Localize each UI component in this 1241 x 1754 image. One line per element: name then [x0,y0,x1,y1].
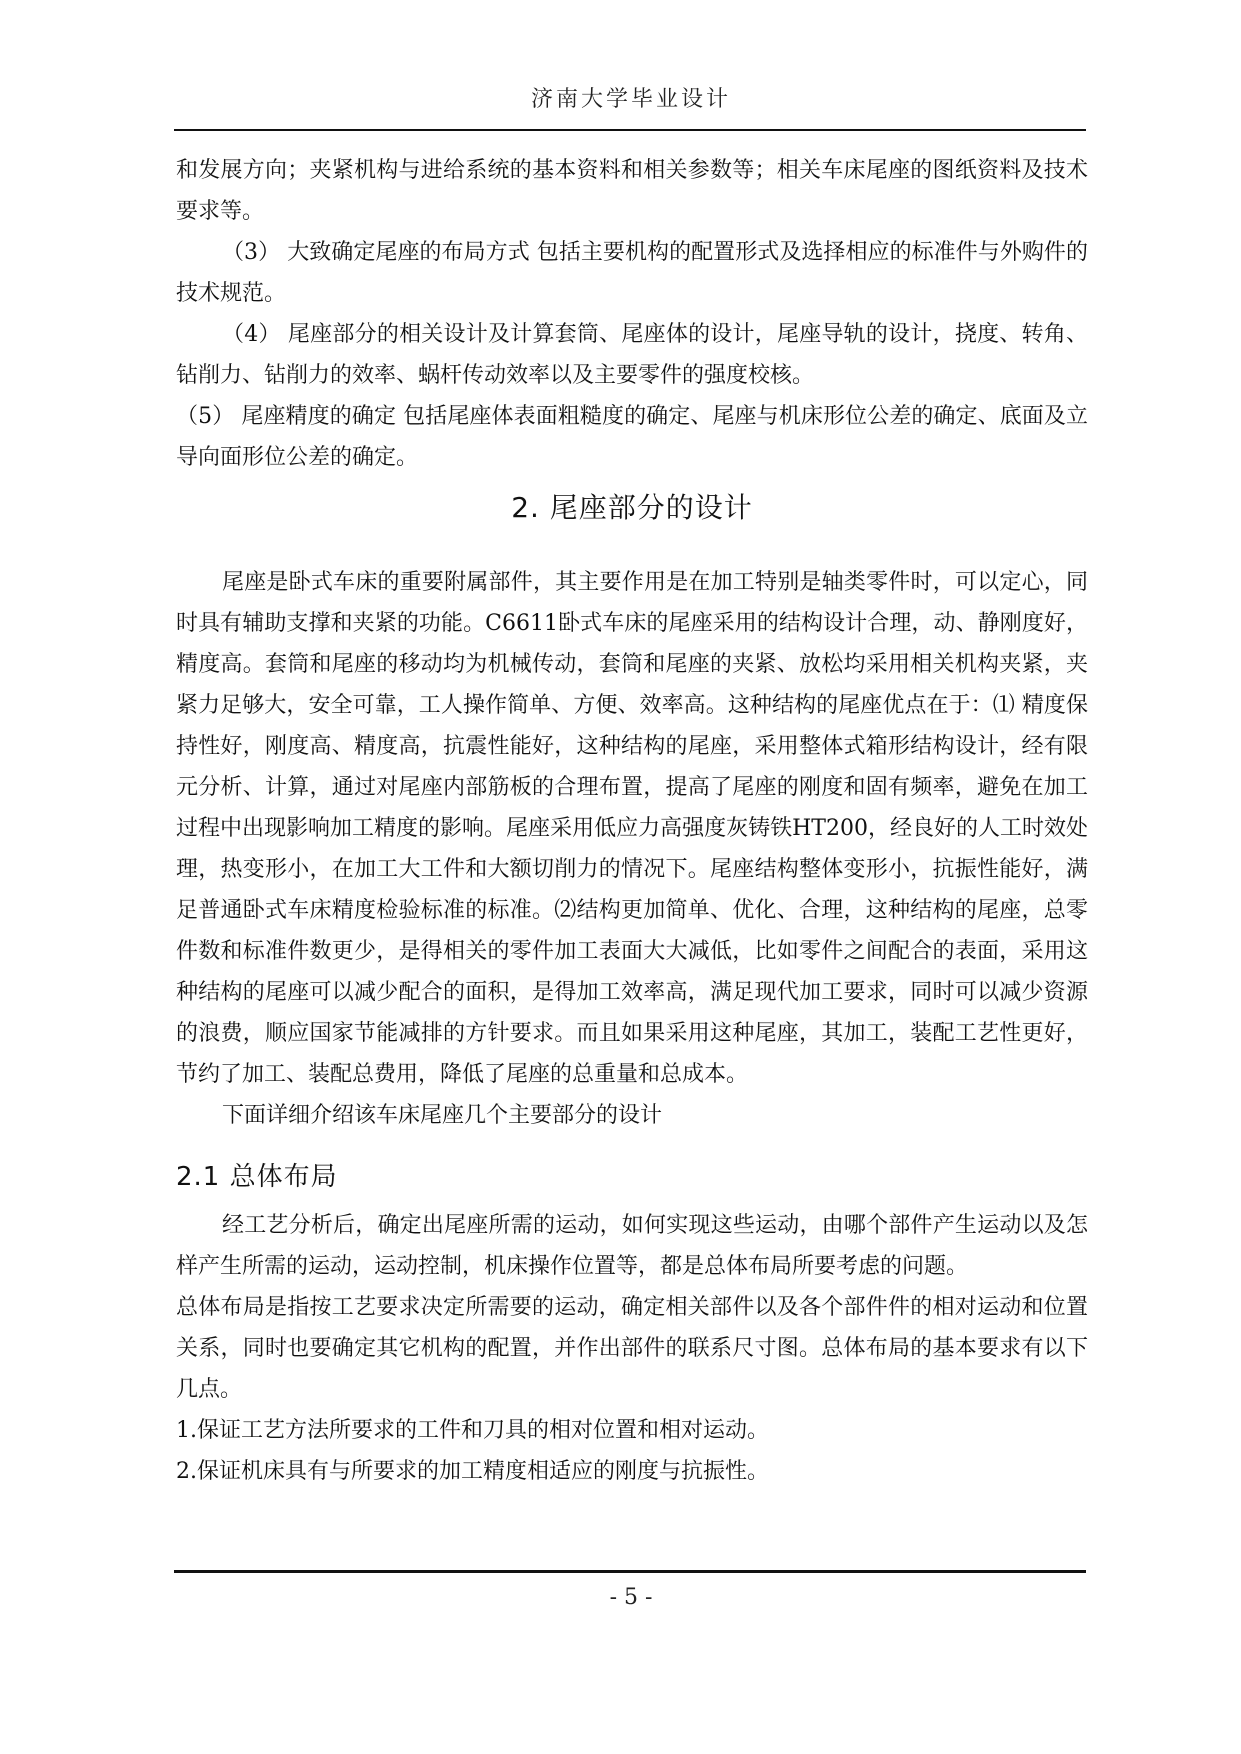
page-body [176,150,1088,1492]
paragraph-item-5: （5） 尾座精度的确定 包括尾座体表面粗糙度的确定、尾座与机床形位公差的确定、底面及立导向面形位公差的确定。 [176,404,1088,470]
list-item: 2.保证机床具有与所要求的加工精度相适应的刚度与抗振性。 [176,1459,769,1484]
section-2-paragraph: 尾座是卧式车床的重要附属部件，其主要作用是在加工特别是轴类零件时，可以定心，同时具有辅助支撑和夹紧的功能。C6611卧式车床的尾座采用的结构设计合理，动、静刚度好，精度高。套筒和尾座的移动均为机械传动，套筒和尾座的夹紧、放松均采用相关机构夹紧，夹紧力足够大，安全可靠，工人操作简单、方便、效率高。这种结构的尾座优点在于：⑴ 精度保持性好，刚度高、精度高，抗震性能好，这种结构的尾座，采用整体式箱形结构设计，经有限元分析、计算，通过对尾座内部筋板的合理布置，提高了尾座的刚度和固有频率，避免在加工过程中出现影响加工精度的影响。尾座采用低应力高强度灰铸铁HT200，经良好的人工时效处理，热变形小，在加工大工件和大额切削力的情况下。尾座结构整体变形小，抗振性能好，满足普通卧式车床精度检验标准的标准。⑵结构更加简单、优化、合理，这种结构的尾座，总零件数和标准件数更少，是得相关的零件加工表面大大减低，比如零件之间配合的表面，采用这种结构的尾座可以减少配合的面积，是得加工效率高，满足现代加工要求，同时可以减少资源的浪费，顺应国家节能减排的方针要求。而且如果采用这种尾座，其加工，装配工艺性更好，节约了加工、装配总费用，降低了尾座的总重量和总成本。 [176,570,1088,1087]
page-number: - 5 - [609,1585,653,1610]
paragraph-item-4: （4） 尾座部分的相关设计及计算套筒、尾座体的设计，尾座导轨的设计，挠度、转角、钻削力、钻削力的效率、蜗杆传动效率以及主要零件的强度校核。 [176,322,1088,388]
footer-rule [174,1570,1086,1573]
section-2-1-heading: 2.1 总体布局 [176,1162,338,1192]
paragraph-continuation: 和发展方向；夹紧机构与进给系统的基本资料和相关参数等；相关车床尾座的图纸资料及技术要求等。 [176,158,1088,224]
section-2-1-paragraph-1: 经工艺分析后，确定出尾座所需的运动，如何实现这些运动，由哪个部件产生运动以及怎样产生所需的运动，运动控制，机床操作位置等，都是总体布局所要考虑的问题。 [176,1213,1088,1279]
section-2-heading: 2. 尾座部分的设计 [511,491,753,524]
section-2-intro-line: 下面详细介绍该车床尾座几个主要部分的设计 [222,1103,663,1128]
page-header-title: 济南大学毕业设计 [530,87,731,112]
header-rule [174,129,1086,131]
list-item: 1.保证工艺方法所要求的工件和刀具的相对位置和相对运动。 [176,1418,769,1443]
section-2-1-paragraph-2: 总体布局是指按工艺要求决定所需要的运动，确定相关部件以及各个部件件的相对运动和位置关系，同时也要确定其它机构的配置，并作出部件的联系尺寸图。总体布局的基本要求有以下几点。 [176,1295,1088,1402]
paragraph-item-3: （3） 大致确定尾座的布局方式 包括主要机构的配置形式及选择相应的标准件与外购件的技术规范。 [176,240,1088,306]
